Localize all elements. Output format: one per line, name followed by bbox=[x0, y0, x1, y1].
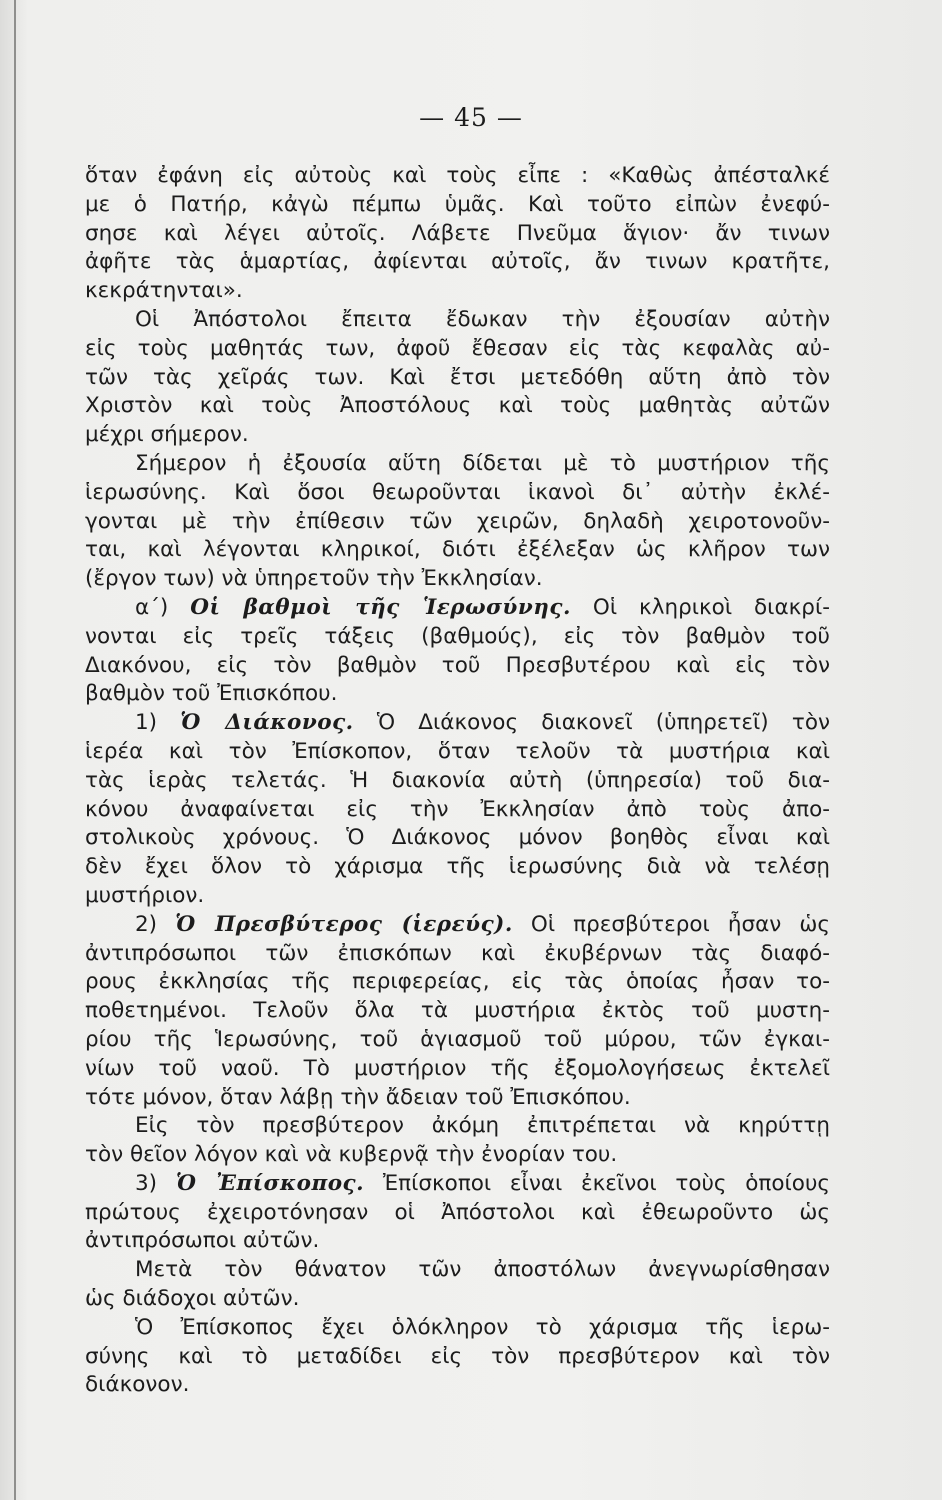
text-run: πρώτους ἐχειροτόνησαν οἱ Ἀπόστολοι καὶ ἐθεωροῦντο ὡς bbox=[85, 1199, 830, 1225]
text-line bbox=[85, 652, 830, 681]
text-run: ἀντιπρόσωποι τῶν ἐπισκόπων καὶ ἐκυβέρνων τὰς διαφό- bbox=[85, 940, 830, 966]
text-run: ρους ἐκκλησίας τῆς περιφερείας, εἰς τὰς ὁποίας ἦσαν το- bbox=[85, 969, 830, 995]
text-line bbox=[85, 1084, 830, 1113]
text-line bbox=[85, 623, 830, 652]
section-heading: Ὁ Διάκονος. bbox=[180, 710, 354, 736]
text-line bbox=[85, 738, 830, 767]
text-line bbox=[85, 1256, 830, 1285]
text-run: μυστήριον. bbox=[85, 882, 205, 908]
text-line bbox=[85, 997, 830, 1026]
text-line bbox=[85, 191, 830, 220]
text-line bbox=[85, 1343, 830, 1372]
text-run: Οἱ κληρικοὶ διακρί- bbox=[570, 594, 830, 620]
text-line bbox=[85, 392, 830, 421]
text-line bbox=[85, 796, 830, 825]
text-line bbox=[85, 335, 830, 364]
text-line bbox=[85, 1055, 830, 1084]
text-run: Οἱ Ἀπόστολοι ἔπειτα ἔδωκαν τὴν ἐξουσίαν αὐτὴν bbox=[135, 306, 830, 332]
text-run: διάκονον. bbox=[85, 1372, 190, 1398]
section-heading: Οἱ βαθμοὶ τῆς Ἱερωσύνης. bbox=[190, 594, 571, 620]
text-run: ἱερωσύνης. Καὶ ὅσοι θεωροῦνται ἱκανοὶ δι᾽ αὐτὴν ἐκλέ- bbox=[85, 479, 830, 505]
text-run: νονται εἰς τρεῖς τάξεις (βαθμούς), εἰς τὸν βαθμὸν τοῦ bbox=[85, 623, 830, 649]
text-line bbox=[85, 1285, 830, 1314]
text-line bbox=[85, 1112, 830, 1141]
text-run: τὰς ἱερὰς τελετάς. Ἡ διακονία αὐτὴ (ὑπηρεσία) τοῦ δια- bbox=[85, 767, 830, 793]
text-run: γονται μὲ τὴν ἐπίθεσιν τῶν χειρῶν, δηλαδὴ χειροτονοῦν- bbox=[85, 508, 830, 534]
text-run: Σήμερον ἡ ἐξουσία αὕτη δίδεται μὲ τὸ μυστήριον τῆς bbox=[135, 450, 830, 476]
text-run: Διακόνου, εἰς τὸν βαθμὸν τοῦ Πρεσβυτέρου καὶ εἰς τὸν bbox=[85, 652, 830, 678]
text-run: Οἱ πρεσβύτεροι ἦσαν ὡς bbox=[512, 911, 830, 937]
text-run: ποθετημένοι. Τελοῦν ὅλα τὰ μυστήρια ἐκτὸς τοῦ μυστη- bbox=[85, 998, 830, 1024]
text-line bbox=[85, 220, 830, 249]
text-line bbox=[85, 277, 830, 306]
text-run: ρίου τῆς Ἱερωσύνης, τοῦ ἁγιασμοῦ τοῦ μύρου, τῶν ἐγκαι- bbox=[85, 1026, 830, 1052]
section-heading: Ὁ Ἐπίσκοπος. bbox=[175, 1170, 365, 1196]
text-line bbox=[85, 306, 830, 335]
text-line bbox=[85, 882, 830, 911]
text-line bbox=[85, 680, 830, 709]
text-run: (ἔργον των) νὰ ὑπηρετοῦν τὴν Ἐκκλησίαν. bbox=[85, 566, 543, 592]
text-line bbox=[85, 968, 830, 997]
text-run: νίων τοῦ ναοῦ. Τὸ μυστήριον τῆς ἐξομολογήσεως ἐκτελεῖ bbox=[85, 1055, 830, 1081]
text-run: βαθμὸν τοῦ Ἐπισκόπου. bbox=[85, 681, 338, 707]
text-line bbox=[85, 1170, 830, 1199]
text-line bbox=[85, 1371, 830, 1400]
text-line bbox=[85, 364, 830, 393]
text-run: μέχρι σήμερον. bbox=[85, 422, 249, 448]
text-line bbox=[85, 824, 830, 853]
text-line bbox=[85, 911, 830, 940]
text-run: σύνης καὶ τὸ μεταδίδει εἰς τὸν πρεσβύτερον καὶ τὸν bbox=[85, 1343, 830, 1369]
page-edge-line bbox=[14, 0, 16, 1500]
text-line bbox=[85, 594, 830, 623]
text-line bbox=[85, 940, 830, 969]
text-run: ὅταν ἐφάνη εἰς αὐτοὺς καὶ τοὺς εἶπε : «Καθὼς ἀπέσταλκέ bbox=[85, 163, 830, 188]
text-run: δὲν ἔχει ὅλον τὸ χάρισμα τῆς ἱερωσύνης διὰ νὰ τελέσῃ bbox=[85, 854, 830, 880]
text-run: 3) bbox=[135, 1170, 176, 1196]
text-line bbox=[85, 450, 830, 479]
text-run: ἀφῆτε τὰς ἁμαρτίας, ἀφίενται αὐτοῖς, ἄν τινων κρατῆτε, bbox=[85, 249, 830, 275]
text-line bbox=[85, 479, 830, 508]
text-run: στολικοὺς χρόνους. Ὁ Διάκονος μόνον βοηθὸς εἶναι καὶ bbox=[85, 825, 830, 851]
text-line bbox=[85, 248, 830, 277]
text-run: με ὁ Πατήρ, κἀγὼ πέμπω ὑμᾶς. Καὶ τοῦτο εἰπὼν ἐνεφύ- bbox=[85, 191, 830, 217]
text-run: εἰς τοὺς μαθητάς των, ἀφοῦ ἔθεσαν εἰς τὰς κεφαλὰς αὐ- bbox=[85, 335, 830, 361]
text-run: κεκράτηνται». bbox=[85, 278, 243, 304]
text-run: ται, καὶ λέγονται κληρικοί, διότι ἐξέλεξαν ὡς κλῆρον των bbox=[85, 537, 830, 563]
text-run: Μετὰ τὸν θάνατον τῶν ἀποστόλων ἀνεγνωρίσθησαν bbox=[135, 1257, 830, 1283]
text-line bbox=[85, 1314, 830, 1343]
text-run: α΄) bbox=[135, 594, 191, 620]
text-line bbox=[85, 565, 830, 594]
text-run: ἱερέα καὶ τὸν Ἐπίσκοπον, ὅταν τελοῦν τὰ μυστήρια καὶ bbox=[85, 738, 830, 764]
text-line bbox=[85, 853, 830, 882]
text-line bbox=[85, 1026, 830, 1055]
text-run: 2) bbox=[135, 911, 176, 937]
text-line bbox=[85, 1199, 830, 1228]
text-run: Ὁ Ἐπίσκοπος ἔχει ὁλόκληρον τὸ χάρισμα τῆς ἱερω- bbox=[135, 1314, 830, 1340]
text-run: Χριστὸν καὶ τοὺς Ἀποστόλους καὶ τοὺς μαθητὰς αὐτῶν bbox=[85, 393, 830, 419]
text-line bbox=[85, 709, 830, 738]
body-text bbox=[85, 162, 830, 1400]
text-run: 1) bbox=[135, 710, 181, 736]
text-run: ἀντιπρόσωποι αὐτῶν. bbox=[85, 1228, 320, 1254]
text-line bbox=[85, 1227, 830, 1256]
text-line bbox=[85, 162, 830, 191]
text-run: Εἰς τὸν πρεσβύτερον ἀκόμη ἐπιτρέπεται νὰ κηρύττῃ bbox=[135, 1113, 830, 1139]
text-run: σησε καὶ λέγει αὐτοῖς. Λάβετε Πνεῦμα ἅγιον· ἄν τινων bbox=[85, 220, 830, 246]
text-run: τὸν θεῖον λόγον καὶ νὰ κυβερνᾷ τὴν ἐνορίαν του. bbox=[85, 1142, 618, 1168]
text-run: Ὁ Διάκονος διακονεῖ (ὑπηρετεῖ) τὸν bbox=[353, 710, 831, 736]
text-run: τῶν τὰς χεῖράς των. Καὶ ἔτσι μετεδόθη αὕτη ἀπὸ τὸν bbox=[85, 364, 830, 390]
text-run: τότε μόνον, ὅταν λάβῃ τὴν ἄδειαν τοῦ Ἐπισκόπου. bbox=[85, 1084, 631, 1110]
text-line bbox=[85, 1141, 830, 1170]
text-line bbox=[85, 767, 830, 796]
text-line bbox=[85, 421, 830, 450]
text-run: Ἐπίσκοποι εἶναι ἐκεῖνοι τοὺς ὁποίους bbox=[364, 1170, 831, 1196]
section-heading: Ὁ Πρεσβύτερος (ἱερεύς). bbox=[175, 911, 513, 937]
text-line bbox=[85, 536, 830, 565]
text-run: κόνου ἀναφαίνεται εἰς τὴν Ἐκκλησίαν ἀπὸ τοὺς ἀπο- bbox=[85, 796, 830, 822]
text-line bbox=[85, 508, 830, 537]
page-number: — 45 — bbox=[419, 103, 523, 132]
text-run: ὡς διάδοχοι αὐτῶν. bbox=[85, 1286, 300, 1312]
